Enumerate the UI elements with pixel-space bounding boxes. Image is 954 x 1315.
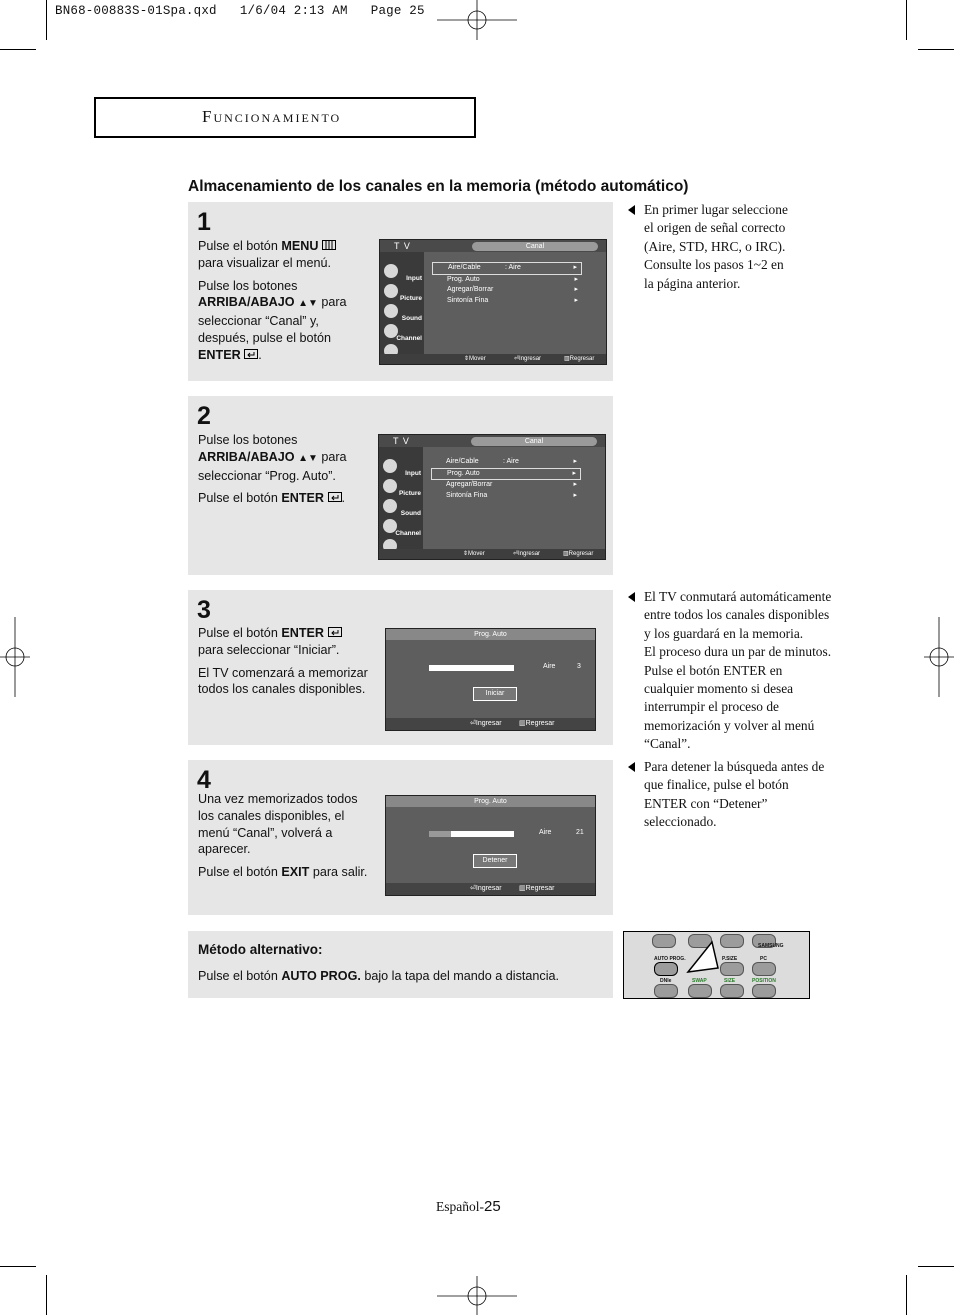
screen-title: Prog. Auto	[386, 629, 595, 640]
page-title: Almacenamiento de los canales en la memoria (método automático)	[188, 178, 689, 195]
step-text: Pulse el botón ENTER para seleccionar “Iniciar”. El TV comenzará a memorizar todos los canales disponibles.	[198, 626, 368, 697]
picture-icon	[384, 284, 398, 298]
psize-label: P.SIZE	[722, 956, 738, 962]
menu-row: Sintonía Fina ▸	[431, 491, 581, 502]
step-text: Pulse los botones ARRIBA/ABAJO ▲▼ para seleccionar “Prog. Auto”. Pulse el botón ENTER .	[198, 433, 347, 506]
menu-icon	[322, 240, 336, 250]
tv-menu-screen	[379, 239, 607, 365]
mode-value: Aire	[539, 829, 552, 836]
menu-footer	[380, 354, 606, 364]
sidebar-item-picture: Picture	[384, 284, 424, 302]
crop-mark	[906, 1275, 907, 1315]
triangle-bullet-icon	[628, 592, 635, 602]
enter-hint: ⏎ Ingresar	[514, 356, 542, 362]
size-label: SIZE	[724, 978, 736, 984]
crop-mark	[46, 1275, 47, 1315]
position-label: POSITION	[752, 978, 776, 984]
alternative-title: Método alternativo:	[198, 942, 323, 957]
triangle-bullet-icon	[628, 205, 635, 215]
input-icon	[384, 264, 398, 278]
menu-row: Prog. Auto ▸	[432, 275, 582, 286]
menu-sidebar	[379, 447, 423, 549]
sidebar-item-channel: Channel	[383, 519, 423, 537]
enter-hint: ⏎ Ingresar	[470, 720, 502, 727]
sidebar-item-channel: Channel	[384, 324, 424, 342]
section-header	[94, 97, 476, 138]
arrow-right-icon: ▸	[573, 264, 577, 271]
screen-title: Prog. Auto	[386, 796, 595, 807]
page-footer	[436, 1198, 501, 1215]
enter-hint: ⏎ Ingresar	[470, 885, 502, 892]
menu-list	[431, 457, 581, 501]
section-title: Funcionamiento	[202, 107, 342, 126]
step-number: 4	[197, 766, 211, 794]
enter-hint: ⏎ Ingresar	[513, 551, 541, 557]
registration-mark	[0, 617, 30, 697]
triangle-bullet-icon	[628, 762, 635, 772]
tv-label: T V	[394, 241, 411, 251]
brand-label: SAMSUNG	[758, 943, 784, 949]
crop-mark	[906, 0, 907, 40]
remote-button	[752, 962, 776, 976]
return-hint: ▥ Regresar	[519, 720, 555, 727]
step-text: Una vez memorizados todos los canales disponibles, el menú “Canal”, volverá a aparecer. Pulse el botón EXIT para salir.	[198, 792, 368, 880]
progress-fill	[429, 831, 451, 837]
arrow-right-icon: ▸	[573, 458, 577, 465]
registration-mark	[924, 617, 954, 697]
remote-control-image	[623, 931, 810, 999]
menu-row: Agregar/Borrar ▸	[431, 480, 581, 491]
progress-bar	[429, 831, 514, 837]
sidebar-item-sound: Sound	[384, 304, 424, 322]
crop-mark	[0, 1266, 36, 1267]
step-number: 2	[197, 402, 211, 430]
mode-value: Aire	[543, 663, 556, 670]
stop-button[interactable]: Detener	[473, 854, 517, 868]
up-down-icon: ▲▼	[298, 298, 318, 310]
start-button[interactable]: Iniciar	[473, 687, 517, 701]
arrow-right-icon: ▸	[572, 469, 576, 477]
menu-row: Aire/Cable : Aire ▸	[431, 457, 581, 468]
registration-mark	[437, 0, 517, 40]
pointer-arrow-icon	[686, 938, 720, 976]
channel-value: 21	[576, 829, 584, 836]
return-hint: ▥ Regresar	[519, 885, 555, 892]
swap-label: SWAP	[692, 978, 707, 984]
remote-button	[720, 962, 744, 976]
screen-footer	[386, 883, 595, 895]
tv-label: T V	[393, 436, 410, 446]
enter-icon	[328, 492, 342, 502]
menu-row: Prog. Auto ▸	[431, 468, 581, 481]
footer-language: Español-	[436, 1199, 484, 1214]
arrow-right-icon: ▸	[574, 296, 578, 304]
sidebar-item-input: Input	[383, 459, 423, 477]
sound-icon	[383, 499, 397, 513]
menu-row: Aire/Cable : Aire ▸	[432, 262, 582, 275]
channel-value: 3	[577, 663, 581, 670]
crop-mark	[46, 0, 47, 40]
menu-footer	[379, 549, 605, 559]
step-number: 1	[197, 208, 211, 236]
arrow-right-icon: ▸	[574, 286, 578, 293]
menu-row: Agregar/Borrar ▸	[432, 285, 582, 296]
menu-title: Canal	[471, 437, 597, 446]
remote-button	[654, 984, 678, 998]
remote-button	[720, 934, 744, 948]
crop-mark	[0, 49, 36, 50]
step-number: 3	[197, 596, 211, 624]
input-icon	[383, 459, 397, 473]
tv-menu-screen	[378, 434, 606, 560]
registration-mark	[437, 1276, 517, 1315]
move-hint: ⇕ Mover	[464, 356, 486, 362]
menu-list	[432, 262, 582, 306]
return-hint: ▥ Regresar	[563, 551, 594, 557]
menu-row: Sintonía Fina ▸	[432, 296, 582, 307]
picture-icon	[383, 479, 397, 493]
pc-label: PC	[760, 956, 767, 962]
sound-icon	[384, 304, 398, 318]
return-hint: ▥ Regresar	[564, 356, 595, 362]
remote-button	[652, 934, 676, 948]
dnie-label: DNIe	[660, 978, 672, 984]
step-text: Pulse el botón MENU para visualizar el menú. Pulse los botones ARRIBA/ABAJO ▲▼ para seleccionar “Canal” y, después, pulse el botón ENTER .	[198, 239, 347, 362]
menu-title: Canal	[472, 242, 598, 251]
menu-sidebar	[380, 252, 424, 354]
arrow-right-icon: ▸	[573, 491, 577, 499]
page-number: 25	[484, 1198, 501, 1215]
crop-mark	[918, 49, 954, 50]
sidebar-item-picture: Picture	[383, 479, 423, 497]
alternative-text: Pulse el botón AUTO PROG. bajo la tapa del mando a distancia.	[198, 969, 560, 983]
alternative-method	[188, 931, 613, 998]
remote-button	[752, 984, 776, 998]
screen-footer	[386, 718, 595, 730]
prog-auto-screen	[385, 628, 596, 731]
crop-mark	[918, 1266, 954, 1267]
remote-button	[688, 984, 712, 998]
sidebar-item-input: Input	[384, 264, 424, 282]
remote-button	[720, 984, 744, 998]
enter-icon	[328, 627, 342, 637]
prog-auto-screen	[385, 795, 596, 896]
sidebar-item-sound: Sound	[383, 499, 423, 517]
enter-icon	[244, 349, 258, 359]
up-down-icon: ▲▼	[298, 452, 318, 464]
auto-prog-button	[654, 962, 678, 976]
progress-bar	[429, 665, 514, 671]
move-hint: ⇕ Mover	[463, 551, 485, 557]
arrow-right-icon: ▸	[573, 481, 577, 488]
arrow-right-icon: ▸	[574, 275, 578, 283]
auto-prog-label: AUTO PROG.	[654, 956, 686, 962]
print-header: BN68-00883S-01Spa.qxd 1/6/04 2:13 AM Page 25	[55, 4, 425, 18]
